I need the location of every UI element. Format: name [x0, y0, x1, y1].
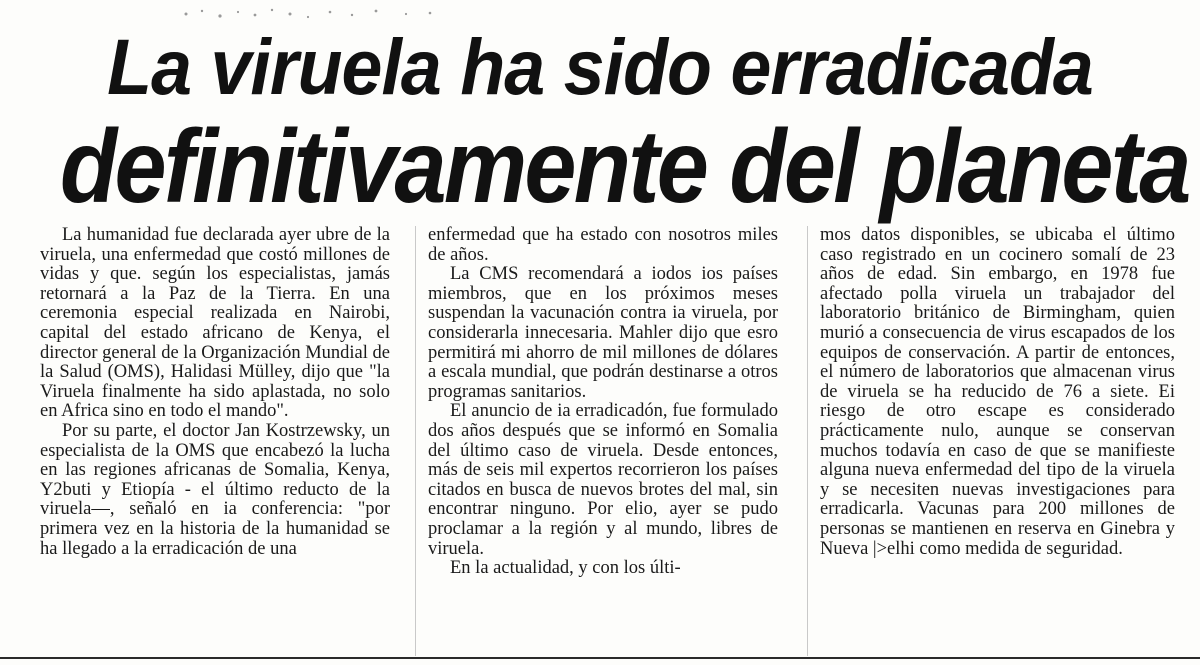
- paragraph: enfermedad que ha estado con nosotros miles de años.: [428, 225, 778, 265]
- column-divider: [415, 226, 416, 656]
- paragraph: El anuncio de ia erradicadón, fue formulado dos años después que se informó en Somalia del último caso de viruela. Desde entonces, más de seis mil expertos recorrieron los países citados en busca de nuevos brotes del mal, sin encontrar ninguno. Por elio, ayer se pudo proclamar a la región y al mundo, libres de viruela.: [428, 401, 778, 559]
- headline-line-1: La viruela ha sido erradicada: [107, 22, 1093, 111]
- paragraph: La CMS recomendará a iodos ios países miembros, que en los próximos meses suspendan la vacunación contra ia viruela, por considerarla innecesaria. Mahler dijo que esro permitirá mi ahorro de mil millones de dólares a escala mundial, que podrán destinarse a otros programas sanitarios.: [428, 264, 778, 402]
- article-column-3: [820, 226, 1175, 559]
- article-column-2: [428, 226, 778, 579]
- bottom-rule: [0, 657, 1200, 659]
- article-column-1: [40, 226, 390, 559]
- paragraph: La humanidad fue declarada ayer ubre de la viruela, una enfermedad que costó millones de vidas y que. según los especialistas, jamás retornará a la Paz de la Tierra. En una ceremonia especial realizada en Nairobi, capital del estado africano de Kenya, el director general de la Organización Mundial de la Salud (OMS), Halidasi Mülley, dijo que "la Viruela finalmente ha sido aplastada, no solo en Africa sino en todo el mando".: [40, 225, 390, 422]
- paragraph: Por su parte, el doctor Jan Kostrzewsky, un especialista de la OMS que encabezó la lucha en las regiones africanas de Somalia, Kenya, Y2buti y Etiopía - el último reducto de la viruela—, señaló en ia conferencia: "por primera vez en la historia de la humanidad se ha llegado a la erradicación de una: [40, 420, 390, 559]
- paragraph: En la actualidad, y con los últi-: [450, 558, 681, 579]
- print-specks: [180, 4, 440, 24]
- paragraph: mos datos disponibles, se ubicaba el último caso registrado en un cocinero somalí de 23 años de edad. Sin embargo, en 1978 fue afectado polla viruela un trabajador del laboratorio británico de Birmingham, quien murió a consecuencia de virus escapados de los equipos de conservación. A partir de entonces, el número de laboratorios que almacenan virus de viruela se ha reducido de 76 a siete. Ei riesgo de otro escape es considerado prácticamente nulo, aunque se conservan muchos todavía en caso de que se manifieste alguna nueva enfermedad del tipo de la viruela y se necesiten nuevas investigaciones para erradicarla. Vacunas para 200 millones de personas se mantienen en reserva en Ginebra y Nueva |>elhi como medida de seguridad.: [820, 225, 1175, 559]
- column-divider: [807, 226, 808, 656]
- headline-line-2: definitivamente del planeta: [60, 109, 1189, 225]
